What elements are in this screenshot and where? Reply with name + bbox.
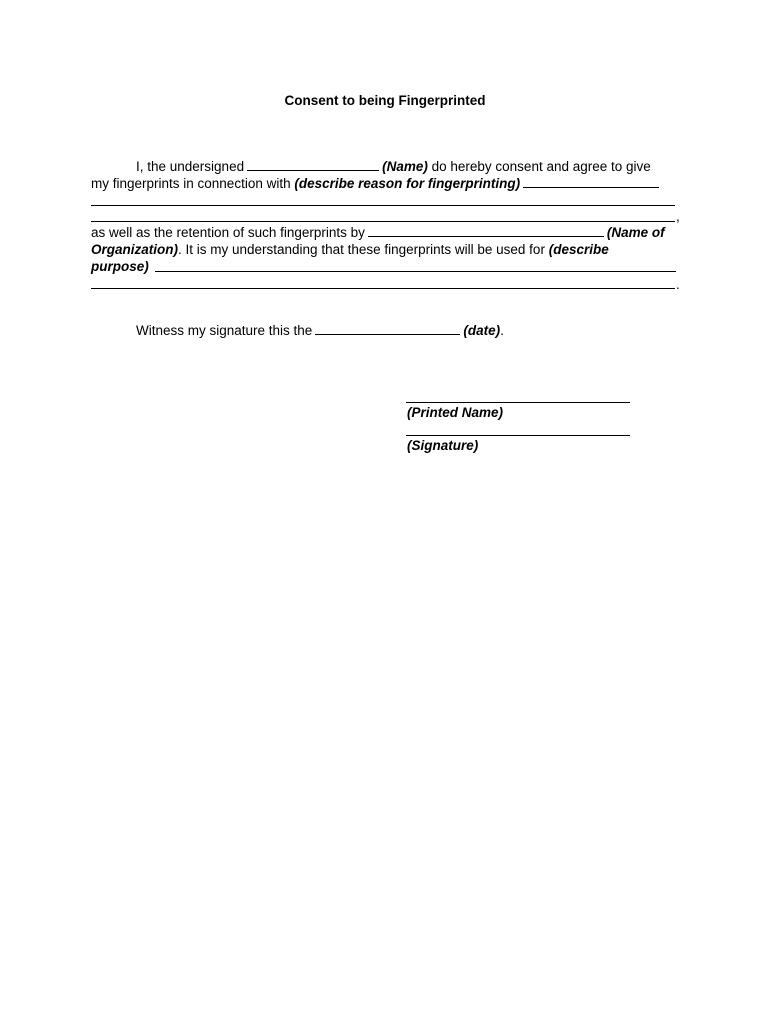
purpose-blank-1 (155, 271, 676, 272)
date-blank (315, 322, 460, 335)
reason-comma: , (676, 209, 680, 224)
understanding-text: . It is my understanding that these fingerprints will be used for (178, 242, 545, 257)
signature-line (406, 435, 630, 436)
date-label: (date) (463, 323, 501, 338)
organization-blank (368, 224, 604, 237)
consent-line-6 (91, 258, 149, 275)
purpose-label-part2: purpose) (91, 259, 149, 274)
organization-label-part2: Organization) (91, 242, 178, 257)
undersigned-text: I, the undersigned (136, 159, 245, 174)
purpose-blank-2 (91, 288, 675, 289)
consent-line-1 (136, 158, 651, 175)
consent-line-4 (91, 224, 665, 241)
organization-label-part1: (Name of (606, 225, 665, 240)
printed-name-line (406, 402, 630, 403)
witness-text: Witness my signature this the (136, 323, 313, 338)
retention-text: as well as the retention of such fingerprints by (91, 225, 365, 240)
reason-blank-1 (523, 175, 659, 188)
purpose-label-part1: (describe (548, 242, 609, 257)
document-title: Consent to being Fingerprinted (284, 93, 486, 108)
consent-text: do hereby consent and agree to give (431, 159, 651, 174)
consent-line-2 (91, 175, 662, 192)
witness-period: . (500, 323, 504, 338)
name-label: (Name) (382, 159, 428, 174)
reason-blank-2 (91, 205, 675, 206)
consent-line-5 (91, 241, 609, 258)
printed-name-label: (Printed Name) (407, 405, 504, 420)
witness-line (136, 322, 504, 339)
purpose-period: . (676, 277, 680, 292)
name-blank (247, 158, 379, 171)
reason-blank-3 (91, 221, 675, 222)
signature-label: (Signature) (407, 438, 479, 453)
connection-text: my fingerprints in connection with (91, 176, 291, 191)
reason-label: (describe reason for fingerprinting) (294, 176, 521, 191)
